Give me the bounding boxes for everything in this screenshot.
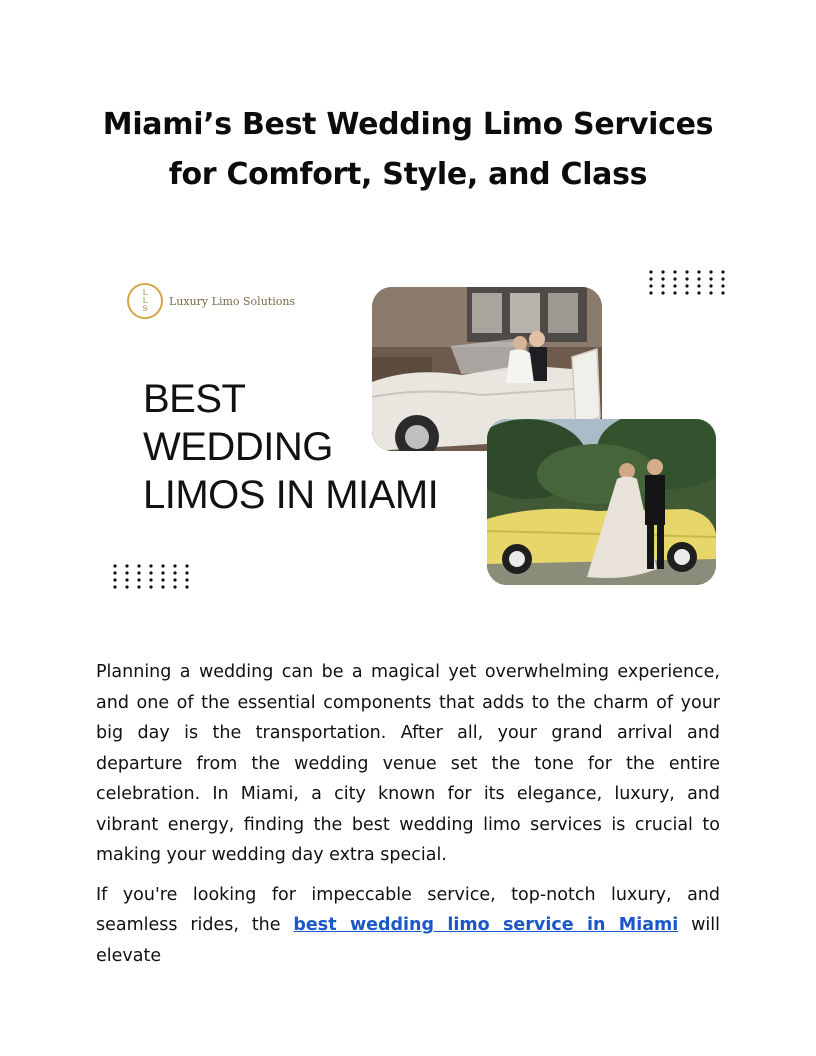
hero-banner: [95, 255, 735, 600]
headline-line-2: WEDDING: [143, 425, 333, 469]
article-body: [96, 657, 720, 980]
paragraph-2: [96, 880, 720, 972]
headline-line-3: LIMOS IN MIAMI: [143, 473, 439, 517]
title-line-1: Miami’s Best Wedding Limo Services: [102, 107, 714, 142]
logo-name: Luxury Limo Solutions: [169, 294, 296, 308]
dot-grid-decoration: [111, 563, 191, 593]
wedding-limo-service-link[interactable]: best wedding limo service in Miami: [293, 915, 679, 935]
page-title: [60, 100, 756, 200]
paragraph-2-intro: If you're looking for impeccable service, top-notch luxury, and seamless rides, the: [96, 884, 720, 935]
couple-beside-yellow-car-icon: [487, 419, 716, 585]
paragraph-1: Planning a wedding can be a magical yet overwhelming experience, and one of the essential components that adds to the charm of your big day is the transportation. After all, your grand arrival and departure from the wedding venue set the tone for the entire celebration. In Miami, a city known for its elegance, luxury, and vibrant energy, finding the best wedding limo services is crucial to making your wedding day extra special.: [96, 662, 720, 865]
paragraph-2-tail: will elevate: [96, 915, 720, 966]
brand-logo: [127, 283, 295, 319]
headline-line-1: BEST: [143, 377, 246, 421]
yellow-convertible-photo: [487, 419, 716, 585]
title-line-2: for Comfort, Style, and Class: [168, 157, 648, 192]
logo-monogram-icon: L L S: [127, 283, 163, 319]
dot-grid-decoration: [647, 269, 727, 299]
